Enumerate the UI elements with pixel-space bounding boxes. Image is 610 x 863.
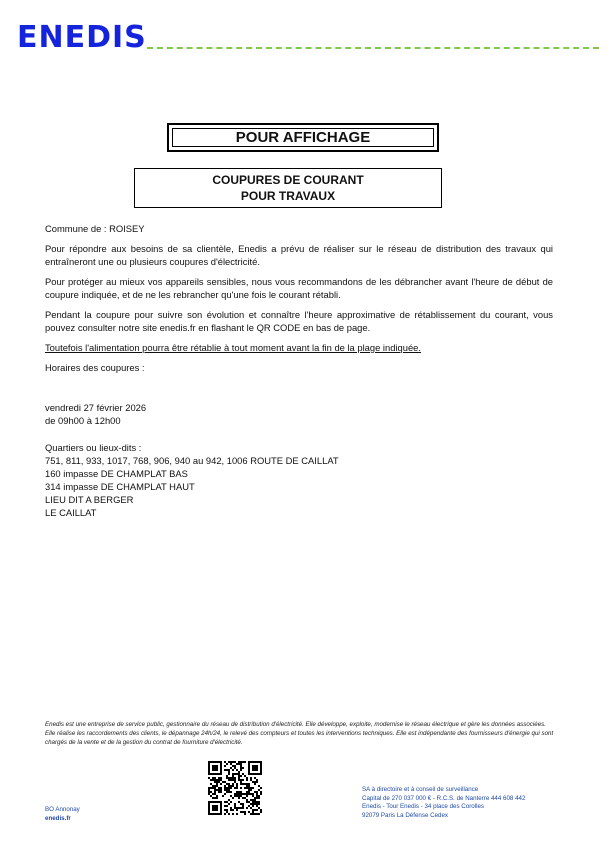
enedis-logo — [17, 20, 147, 61]
paragraph-follow: Pendant la coupure pour suivre son évolution et connaître l'heure approximative de rétablissement du courant, vous pouvez consulter notre site enedis.fr en flashant le QR CODE en bas de page. — [45, 309, 553, 333]
places-list — [45, 441, 553, 519]
title-box — [167, 123, 439, 152]
legal-line: SA à directoire et à conseil de surveillance — [362, 786, 479, 793]
outage-time: de 09h00 à 12h00 — [45, 415, 121, 426]
legal-line: Enedis - Tour Enedis - 34 place des Corolles — [362, 803, 484, 810]
legal-line: 92079 Paris La Défense Cedex — [362, 811, 448, 819]
paragraph-needs: Pour répondre aux besoins de sa clientèle, Enedis a prévu de réaliser sur le réseau de distribution des travaux qui entraîneront une ou plusieurs coupures d'électricité. — [45, 243, 553, 267]
paragraph-protect: Pour protéger au mieux vos appareils sensibles, nous vous recommandons de les débrancher avant l'heure de début de coupure indiquée, et de ne les rebrancher qu'une fois le courant rétabli. — [45, 276, 553, 300]
enedis-logo-icon — [17, 20, 147, 54]
subtitle-box — [134, 168, 442, 208]
legal-line: Capital de 270 037 000 € - R.C.S. de Nanterre 444 608 442 — [362, 794, 526, 802]
footer-left — [45, 805, 80, 823]
website-link[interactable]: enedis.fr — [45, 815, 71, 822]
office-name: BO Annonay — [45, 806, 80, 813]
outage-date: vendredi 27 février 2026 — [45, 402, 147, 413]
qr-code-icon[interactable] — [208, 761, 262, 815]
hours-label: Horaires des coupures : — [45, 362, 145, 373]
notice-body — [45, 222, 553, 519]
place-item: 160 impasse DE CHAMPLAT BAS — [45, 468, 188, 479]
commune-line: Commune de : ROISEY — [45, 223, 145, 234]
header-dashed-line — [147, 47, 599, 49]
place-item: 751, 811, 933, 1017, 768, 906, 940 au 942, 1006 ROUTE DE CAILLAT — [45, 455, 339, 466]
place-item: 314 impasse DE CHAMPLAT HAUT — [45, 481, 195, 492]
schedule — [45, 401, 553, 427]
page-title: POUR AFFICHAGE — [172, 128, 434, 147]
place-item: LIEU DIT A BERGER — [45, 494, 134, 505]
footer-disclaimer: Enedis est une entreprise de service public, gestionnaire du réseau de distribution d'électricité. Elle développe, exploite, modernise le réseau électrique et gère les données associées. Elle réalise les raccordements des clients, le dépannage 24h/24, le relevé des compteurs et toutes les interventions techniques. Elle est indépendante des fournisseurs d'énergie qui sont chargés de la vente et de la gestion du contrat de fourniture d'électricité. — [45, 721, 554, 746]
places-label: Quartiers ou lieux-dits : — [45, 442, 142, 453]
warning-line: Toutefois l'alimentation pourra être rétablie à tout moment avant la fin de la plage indiquée. — [45, 342, 421, 353]
footer-legal — [362, 786, 525, 820]
svg-text:ENEDIS: ENEDIS — [17, 20, 147, 54]
subtitle-line-2: POUR TRAVAUX — [240, 189, 336, 203]
subtitle-line-1: COUPURES DE COURANT — [212, 173, 364, 187]
place-item: LE CAILLAT — [45, 507, 97, 518]
